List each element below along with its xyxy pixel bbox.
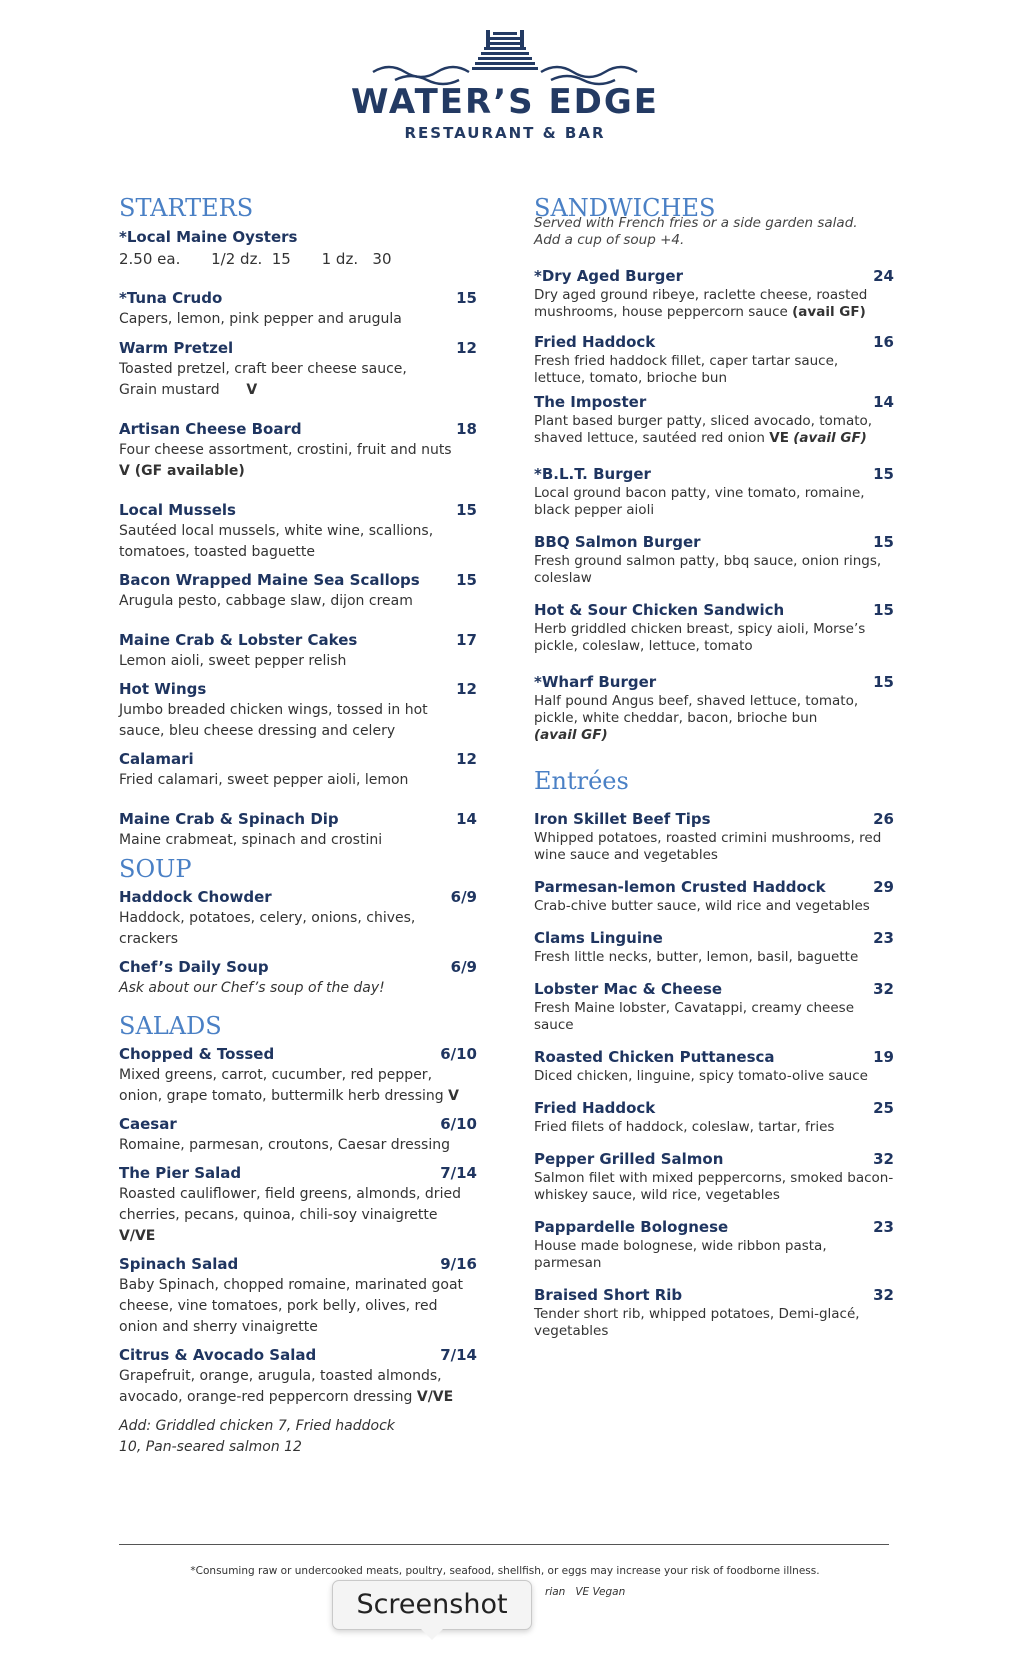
item-description	[119, 1065, 477, 1107]
item-description: Maine crabmeat, spinach and crostini	[119, 832, 383, 848]
item-price: 15	[456, 501, 477, 519]
item-name: Local Mussels	[119, 501, 236, 519]
item-description-text: Roasted cauliflower, field greens, almonds, dried cherries, pecans, quinoa, chili-soy vinaigrette	[119, 1186, 461, 1223]
item-description: Fried calamari, sweet pepper aioli, lemon	[119, 772, 409, 788]
menu-item	[534, 599, 894, 655]
item-price: 23	[873, 929, 894, 947]
item-price: 15	[456, 289, 477, 307]
item-price: 23	[873, 1218, 894, 1236]
menu-item	[119, 629, 477, 672]
item-price: 7/14	[440, 1346, 477, 1364]
menu-item	[119, 748, 477, 791]
item-name: Pepper Grilled Salmon	[534, 1150, 724, 1168]
item-description: Jumbo breaded chicken wings, tossed in hot sauce, bleu cheese dressing and celery	[119, 702, 428, 739]
menu-item	[119, 569, 477, 612]
menu-item	[119, 678, 477, 742]
menu-item	[534, 391, 894, 447]
oyster-prices	[119, 248, 477, 270]
menu-item	[119, 337, 477, 401]
menu-item	[119, 287, 477, 330]
oyster-price-each: 2.50 ea.	[119, 250, 181, 268]
menu-item	[534, 671, 894, 744]
item-name: Hot & Sour Chicken Sandwich	[534, 601, 785, 619]
oyster-price-half-dozen: 1/2 dz. 15	[211, 250, 291, 268]
screenshot-tooltip: Screenshot	[332, 1580, 532, 1630]
item-description: Diced chicken, linguine, spicy tomato-olive sauce	[534, 1068, 868, 1084]
dietary-tag: V	[448, 1088, 459, 1104]
item-name: Artisan Cheese Board	[119, 420, 302, 438]
item-description: Romaine, parmesan, croutons, Caesar dressing	[119, 1137, 450, 1153]
item-price: 6/9	[450, 888, 477, 906]
tooltip-arrow	[421, 1629, 443, 1640]
item-price: 24	[873, 267, 894, 285]
item-price: 12	[456, 750, 477, 768]
item-name: Clams Linguine	[534, 929, 663, 947]
menu-item	[119, 499, 477, 563]
menu-item	[534, 876, 894, 915]
item-description: Half pound Angus beef, shaved lettuce, tomato, pickle, white cheddar, bacon, brioche bun	[534, 693, 859, 726]
item-description: House made bolognese, wide ribbon pasta, parmesan	[534, 1238, 827, 1271]
dietary-tag-line	[119, 461, 477, 482]
item-name: *B.L.T. Burger	[534, 465, 651, 483]
left-column	[119, 193, 477, 1458]
item-name: Warm Pretzel	[119, 339, 234, 357]
item-price: 25	[873, 1099, 894, 1117]
item-name: The Pier Salad	[119, 1164, 242, 1182]
item-price: 19	[873, 1048, 894, 1066]
item-price: 18	[456, 420, 477, 438]
footer-divider	[119, 1544, 889, 1545]
item-description: Fried filets of haddock, coleslaw, tartar, fries	[534, 1119, 835, 1135]
menu-item	[534, 331, 894, 387]
right-column	[534, 193, 894, 1340]
item-name: Hot Wings	[119, 680, 207, 698]
dietary-tag: (avail GF)	[792, 304, 866, 320]
item-name: *Wharf Burger	[534, 673, 657, 691]
item-description: Toasted pretzel, craft beer cheese sauce,	[119, 361, 407, 377]
menu-item	[534, 927, 894, 966]
menu-item	[534, 1148, 894, 1204]
item-price: 6/10	[440, 1115, 477, 1133]
menu-item	[119, 956, 477, 999]
item-name: *Local Maine Oysters	[119, 228, 298, 246]
item-price: 6/10	[440, 1045, 477, 1063]
menu-item	[534, 808, 894, 864]
menu-item	[534, 265, 894, 321]
item-name: Fried Haddock	[534, 1099, 656, 1117]
menu-item	[119, 808, 477, 851]
item-description: Crab-chive butter sauce, wild rice and vegetables	[534, 898, 870, 914]
dietary-tag: VE	[769, 430, 789, 446]
item-description: Haddock, potatoes, celery, onions, chives, crackers	[119, 910, 416, 947]
item-name: Caesar	[119, 1115, 177, 1133]
item-price: 32	[873, 980, 894, 998]
item-name: Maine Crab & Lobster Cakes	[119, 631, 358, 649]
item-description: Local ground bacon patty, vine tomato, romaine, black pepper aioli	[534, 485, 865, 518]
menu-item	[534, 1097, 894, 1136]
section-title-salads: SALADS	[119, 1012, 222, 1040]
item-description: Fresh little necks, butter, lemon, basil, baguette	[534, 949, 859, 965]
item-price: 7/14	[440, 1164, 477, 1182]
section-title-entrees: Entrées	[534, 767, 629, 795]
item-description	[119, 1184, 477, 1247]
item-price: 15	[456, 571, 477, 589]
dietary-tag: V	[246, 382, 258, 398]
menu-item	[119, 1113, 477, 1156]
menu-item	[534, 531, 894, 587]
dietary-tag: V/VE	[416, 1389, 454, 1405]
item-name: Parmesan-lemon Crusted Haddock	[534, 878, 826, 896]
item-name: Calamari	[119, 750, 194, 768]
oyster-price-dozen: 1 dz. 30	[321, 250, 392, 268]
item-price: 15	[873, 465, 894, 483]
item-description	[534, 287, 894, 321]
item-name: Roasted Chicken Puttanesca	[534, 1048, 775, 1066]
menu-item	[119, 1253, 477, 1338]
dietary-tag: V (GF available)	[119, 463, 245, 479]
item-price: 14	[873, 393, 894, 411]
item-description	[119, 1366, 477, 1408]
menu-item-oysters	[119, 226, 477, 270]
item-price: 12	[456, 339, 477, 357]
item-price: 29	[873, 878, 894, 896]
item-name: Iron Skillet Beef Tips	[534, 810, 711, 828]
item-description: Fresh fried haddock fillet, caper tartar sauce, lettuce, tomato, brioche bun	[534, 353, 839, 386]
item-name: BBQ Salmon Burger	[534, 533, 701, 551]
item-description: Sautéed local mussels, white wine, scallions, tomatoes, toasted baguette	[119, 523, 434, 560]
dietary-tag: (avail GF)	[534, 727, 608, 743]
brand-name: WATER’S EDGE	[350, 82, 660, 122]
section-title-starters: STARTERS	[119, 194, 254, 222]
menu-item	[119, 886, 477, 950]
item-name: Haddock Chowder	[119, 888, 272, 906]
item-description-text: Grapefruit, orange, arugula, toasted almonds, avocado, orange-red peppercorn dressing	[119, 1368, 442, 1405]
item-description: Fresh ground salmon patty, bbq sauce, onion rings, coleslaw	[534, 553, 882, 586]
menu-item	[119, 1344, 477, 1408]
item-name: The Imposter	[534, 393, 647, 411]
item-name: Chopped & Tossed	[119, 1045, 275, 1063]
item-name: Chef’s Daily Soup	[119, 958, 269, 976]
item-price: 15	[873, 601, 894, 619]
item-name: Spinach Salad	[119, 1255, 239, 1273]
item-description: Fresh Maine lobster, Cavatappi, creamy cheese sauce	[534, 1000, 855, 1033]
sandwiches-note: Served with French fries or a side garden salad. Add a cup of soup +4.	[534, 215, 858, 248]
menu-item	[534, 1284, 894, 1340]
item-name: Citrus & Avocado Salad	[119, 1346, 317, 1364]
item-description: Lemon aioli, sweet pepper relish	[119, 653, 347, 669]
pier-waves-logo-icon	[365, 28, 645, 86]
dietary-tag: V/VE	[119, 1228, 156, 1244]
menu-item	[119, 1043, 477, 1107]
menu-item	[119, 1162, 477, 1247]
item-name: Pappardelle Bolognese	[534, 1218, 729, 1236]
footer-notice: *Consuming raw or undercooked meats, poultry, seafood, shellfish, or eggs may increase your risk of foodborne illness.	[190, 1565, 820, 1577]
item-description-extra: Grain mustard	[119, 382, 220, 398]
item-description-line2	[119, 380, 477, 401]
item-price: 17	[456, 631, 477, 649]
item-description-text: Dry aged ground ribeye, raclette cheese, roasted mushrooms, house peppercorn sauce	[534, 287, 868, 320]
item-name: Maine Crab & Spinach Dip	[119, 810, 339, 828]
item-name: *Tuna Crudo	[119, 289, 223, 307]
menu-item	[534, 463, 894, 519]
item-price: 6/9	[450, 958, 477, 976]
dietary-tag-line	[534, 727, 894, 744]
item-name: Fried Haddock	[534, 333, 656, 351]
item-description: Baby Spinach, chopped romaine, marinated goat cheese, vine tomatoes, pork belly, olives, red onion and sherry vinaigrette	[119, 1277, 464, 1335]
item-description: Tender short rib, whipped potatoes, Demi-glacé, vegetables	[534, 1306, 860, 1339]
item-description: Capers, lemon, pink pepper and arugula	[119, 311, 402, 327]
item-description: Ask about our Chef’s soup of the day!	[119, 980, 385, 996]
item-description-text: Mixed greens, carrot, cucumber, red pepper, onion, grape tomato, buttermilk herb dressing	[119, 1067, 444, 1104]
item-price: 15	[873, 673, 894, 691]
section-title-sandwiches: SANDWICHES	[534, 194, 716, 222]
item-name: Bacon Wrapped Maine Sea Scallops	[119, 571, 420, 589]
item-description	[534, 413, 894, 447]
item-name: Lobster Mac & Cheese	[534, 980, 723, 998]
dietary-tag-gf: (avail GF)	[793, 430, 867, 446]
item-description: Arugula pesto, cabbage slaw, dijon cream	[119, 593, 413, 609]
item-price: 32	[873, 1150, 894, 1168]
item-price: 14	[456, 810, 477, 828]
item-price: 16	[873, 333, 894, 351]
item-price: 26	[873, 810, 894, 828]
item-description: Salmon filet with mixed peppercorns, smoked bacon-whiskey sauce, wild rice, vegetables	[534, 1170, 894, 1203]
item-description: Herb griddled chicken breast, spicy aioli, Morse’s pickle, coleslaw, lettuce, tomato	[534, 621, 866, 654]
item-name: *Dry Aged Burger	[534, 267, 683, 285]
menu-item	[119, 418, 477, 482]
item-price: 9/16	[440, 1255, 477, 1273]
item-price: 15	[873, 533, 894, 551]
item-description-text: Plant based burger patty, sliced avocado, tomato, shaved lettuce, sautéed red onion	[534, 413, 873, 446]
salad-add-ons: Add: Griddled chicken 7, Fried haddock 10, Pan-seared salmon 12	[119, 1418, 395, 1455]
menu-item	[534, 1216, 894, 1272]
section-title-soup: SOUP	[119, 855, 192, 883]
item-name: Braised Short Rib	[534, 1286, 683, 1304]
item-description: Four cheese assortment, crostini, fruit and nuts	[119, 442, 452, 458]
menu-item	[534, 1046, 894, 1085]
menu-item	[534, 978, 894, 1034]
item-price: 32	[873, 1286, 894, 1304]
footer-legend: rian VE Vegan	[545, 1586, 626, 1598]
item-description: Whipped potatoes, roasted crimini mushrooms, red wine sauce and vegetables	[534, 830, 882, 863]
item-price: 12	[456, 680, 477, 698]
restaurant-logo	[0, 28, 1010, 142]
brand-subtitle: RESTAURANT & BAR	[404, 124, 606, 142]
